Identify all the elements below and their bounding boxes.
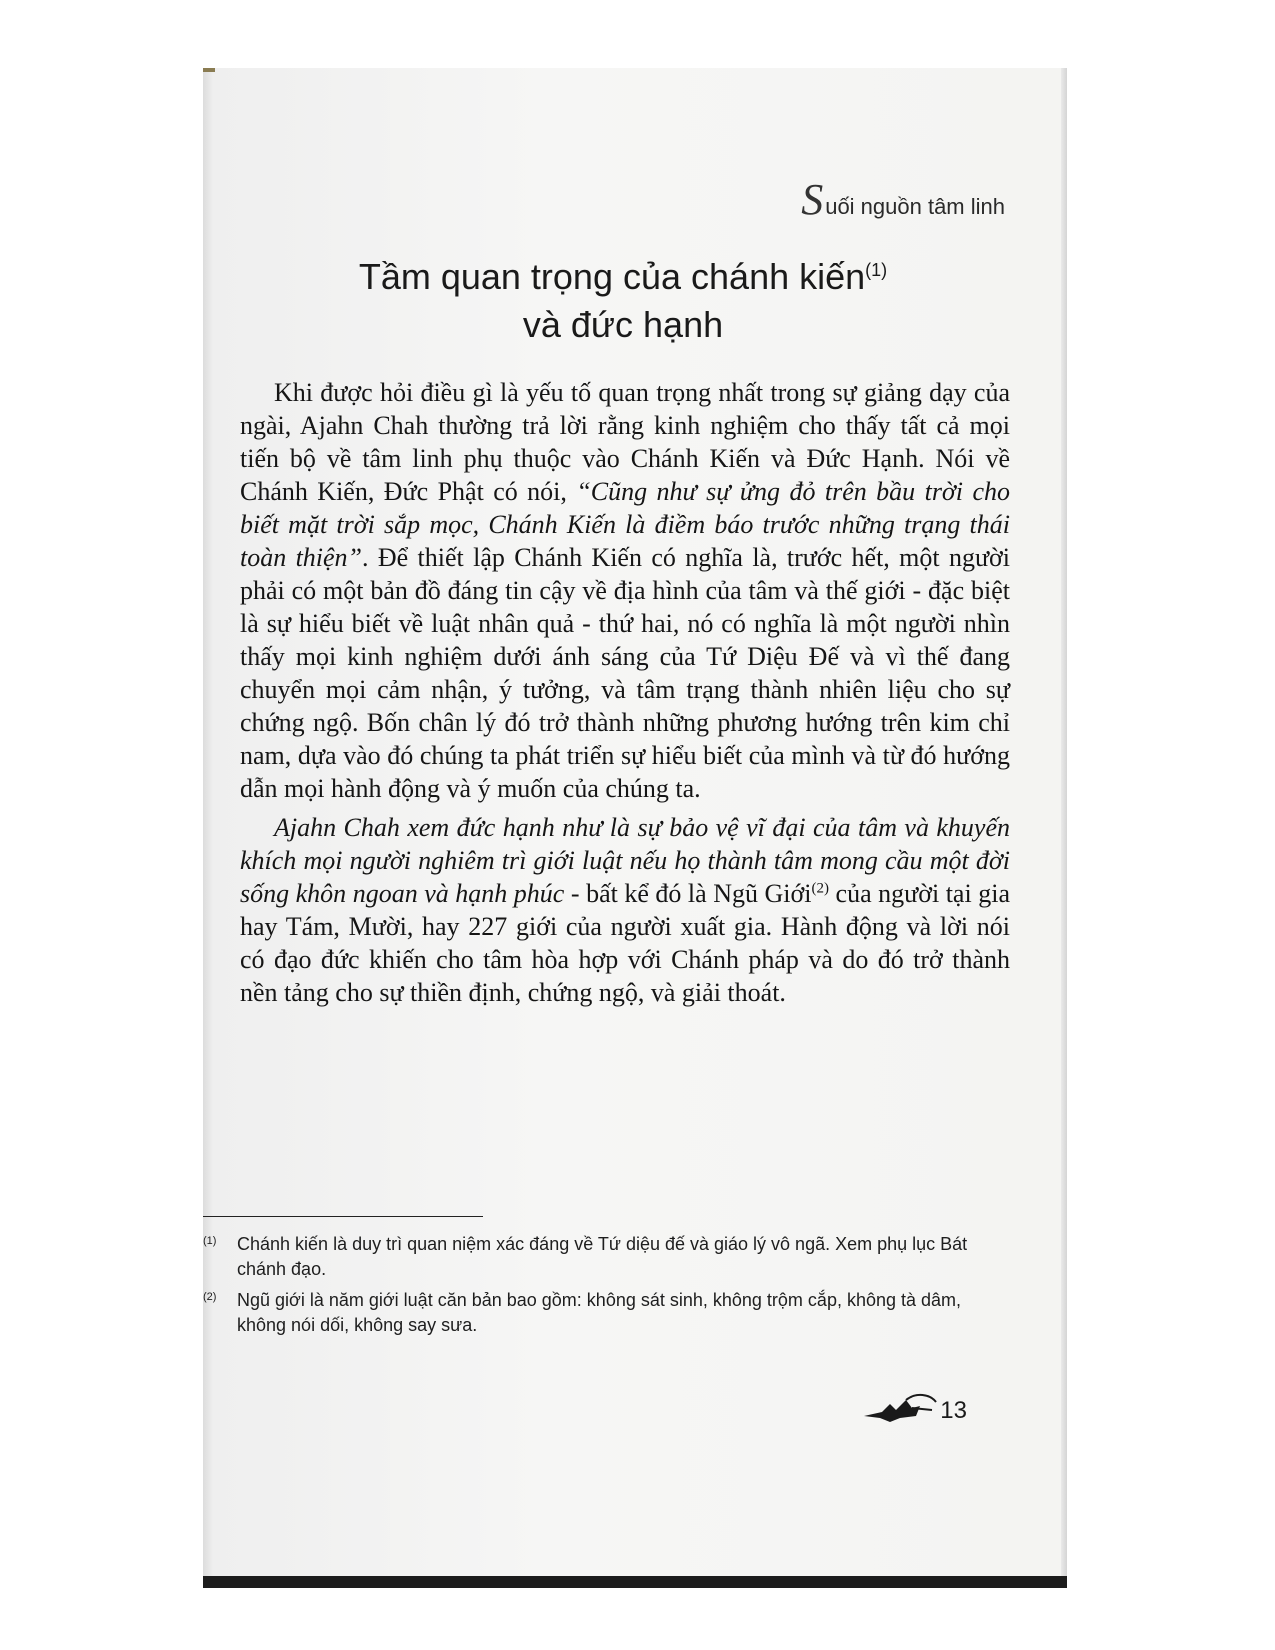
chapter-title (263, 253, 983, 349)
footnote-1-text: Chánh kiến là duy trì quan niệm xác đáng về Tứ diệu đế và giáo lý vô ngã. Xem phụ lục Bát chánh đạo. (237, 1234, 968, 1279)
page-number: 13 (940, 1396, 967, 1424)
footnote-1 (203, 1232, 993, 1282)
paragraph-2-italic: Ajahn Chah xem đức hạnh như là sự bảo vệ vĩ đại của tâm và khuyến khích mọi người nghiêm trì giới luật nếu họ thành tâm mong cầu một đời sống khôn ngoan và hạnh phúc (240, 813, 1010, 908)
footnote-2 (203, 1288, 993, 1338)
title-line-2: và đức hạnh (522, 304, 724, 345)
page-edge-shadow (1061, 68, 1067, 1588)
running-header (801, 175, 1005, 224)
paragraph-2-footnote-ref: (2) (811, 880, 829, 897)
footnote-1-mark: (1) (203, 1235, 217, 1247)
page-bottom-edge (203, 1576, 1067, 1588)
paragraph-1-part-a: Khi được hỏi điều gì là yếu tố quan trọng nhất trong sự giảng dạy của ngài, Ajahn Chah thường trả lời rằng kinh nghiệm cho thấy tất cả mọi tiến bộ về tâm linh phụ thuộc vào Chánh Kiến và Đức Hạnh. Nói về Chánh Kiến, Đức Phật có nói, (240, 378, 1010, 506)
body-text (240, 376, 1010, 1015)
running-header-initial: S (801, 175, 824, 224)
title-line-1: Tầm quan trọng của chánh kiến (358, 256, 866, 297)
footnote-divider (203, 1216, 483, 1217)
paragraph-1-part-b: . Để thiết lập Chánh Kiến có nghĩa là, trước hết, một người phải có một bản đồ đáng tin cậy về địa hình của tâm và thế giới - đặc biệt là sự hiểu biết về luật nhân quả - thứ hai, nó có nghĩa là một người nhìn thấy mọi kinh nghiệm dưới ánh sáng của Tứ Diệu Đế và vì thế đang chuyển mọi cảm nhận, ý tưởng, và tâm trạng thành nhiên liệu cho sự chứng ngộ. Bốn chân lý đó trở thành những phương hướng trên kim chỉ nam, dựa vào đó chúng ta phát triển sự hiểu biết của mình và từ đó hướng dẫn mọi hành động và ý muốn của chúng ta. (240, 543, 1011, 803)
paragraph-2-part-a: - bất kể đó là Ngũ Giới (564, 879, 812, 908)
footnote-2-mark: (2) (203, 1291, 217, 1303)
footnote-2-text: Ngũ giới là năm giới luật căn bản bao gồm: không sát sinh, không trộm cắp, không tà dâm, không nói dối, không say sưa. (237, 1290, 962, 1335)
book-page (203, 68, 1067, 1588)
paragraph-2-part-b: của người tại gia hay Tám, Mười, hay 227 giới của người xuất gia. Hành động và lời nói có đạo đức khiến cho tâm hòa hợp với Chánh pháp và do đó trở thành nền tảng cho sự thiền định, chứng ngộ, và giải thoát. (240, 879, 1010, 1007)
paragraph-2 (240, 811, 1010, 1009)
running-header-text: uối nguồn tâm linh (825, 194, 1005, 219)
folio (860, 1390, 967, 1431)
corner-mark (203, 68, 215, 72)
paragraph-1 (240, 376, 1010, 805)
bird-ornament-icon (860, 1390, 940, 1431)
paragraph-1-quote: “Cũng như sự ửng đỏ trên bầu trời cho biết mặt trời sắp mọc, Chánh Kiến là điềm báo trước những trạng thái toàn thiện” (240, 477, 1010, 572)
title-footnote-ref: (1) (865, 260, 888, 280)
footnotes (203, 1232, 993, 1344)
